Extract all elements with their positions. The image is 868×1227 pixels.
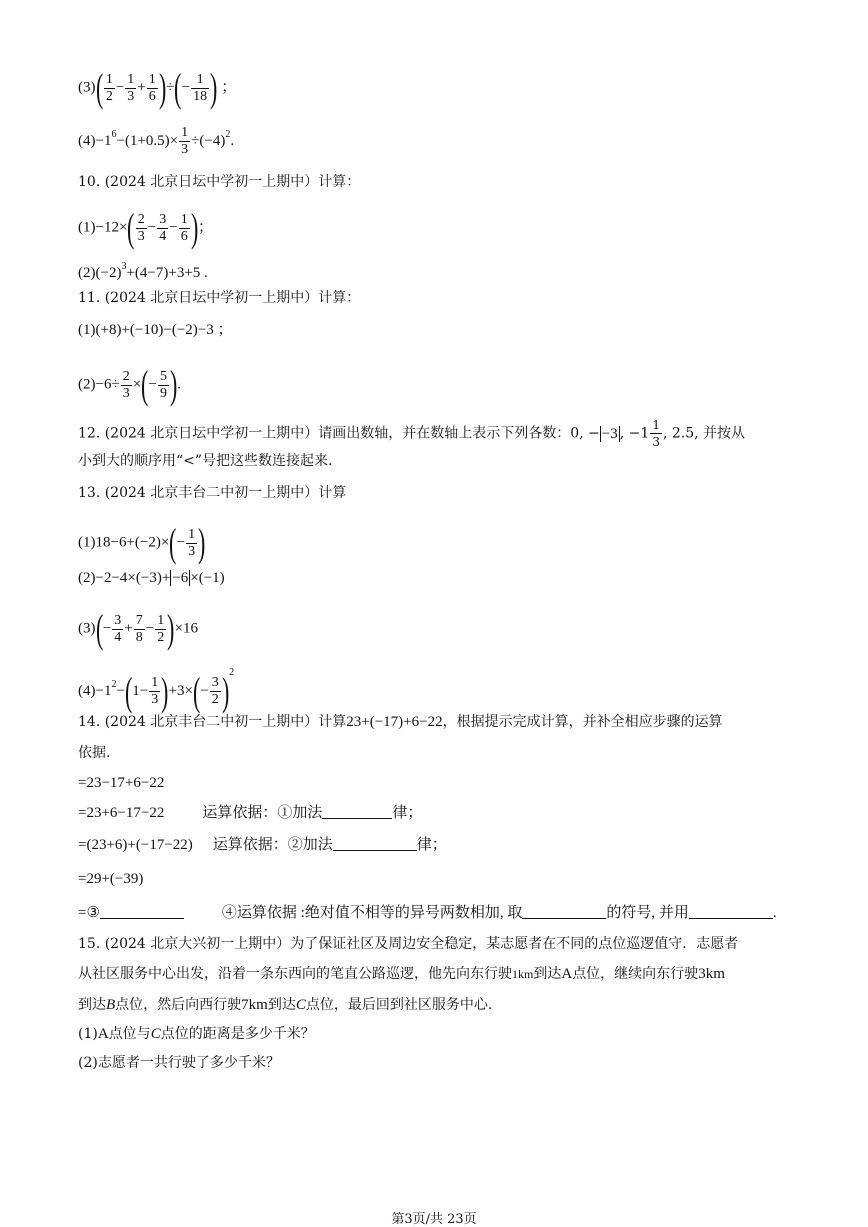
q13-part4: $(4)-1^2-(1-$ $\frac{1}{3}$ )+3×(− $\frac{3}{2}$ )$^2$ [78, 667, 235, 714]
q14-step1: =23−17+6−22 [78, 775, 165, 791]
q14-line1: 14. (2024 北京丰台二中初一上期中）计算23+(−17)+6−22，根据提示完成计算，并补全相应步骤的运算 [78, 714, 723, 730]
q11-part2: (2)−6÷ $\frac{2}{3}$ ×(− $\frac{5}{9}$ ). [78, 362, 182, 407]
fraction: $\frac{1}{3}$ [151, 675, 159, 708]
fraction: $\frac{3}{4}$ [114, 612, 122, 645]
fraction: $\frac{1}{3}$ [127, 71, 135, 104]
q10-part1: (1)−12×( $\frac{2}{3}$ − $\frac{3}{4}$ − $\frac{1}{6}$ )； [78, 205, 214, 250]
fraction: $\frac{2}{3}$ [122, 368, 130, 401]
fraction: $\frac{2}{3}$ [137, 211, 145, 244]
fraction: $\frac{1}{2}$ [105, 71, 113, 104]
fraction: $\frac{3}{4}$ [159, 211, 167, 244]
q13-part3: (3)(− $\frac{3}{4}$ + $\frac{7}{8}$ − $\frac{1}{2}$ )×16 [78, 606, 199, 651]
fraction: $\frac{3}{2}$ [211, 675, 219, 708]
q14-step3: =(23+6)+(−17−22) 运算依据：②加法 律； [78, 837, 447, 853]
q15-line2: 从社区服务中心出发，沿着一条东西向的笔直公路巡逻，他先向东行驶1km到达A点位，继续向东行驶3km [78, 966, 725, 982]
fraction: $\frac{1}{3}$ [181, 125, 189, 158]
fraction: $\frac{5}{9}$ [159, 368, 167, 401]
q13-part1: (1)18−6+(−2)×(− $\frac{1}{3}$ ) [78, 520, 206, 565]
q13-title: 13. (2024 北京丰台二中初一上期中）计算 [78, 485, 347, 501]
q12-line2: 小到大的顺序用“<”号把这些数连接起来. [78, 453, 333, 469]
q11-part1: (1)(+8)+(−10)−(−2)−3 ； [78, 322, 233, 338]
fraction: $\frac{1}{3}$ [652, 418, 660, 449]
q10-title: 10. (2024 北京日坛中学初一上期中）计算： [78, 174, 361, 190]
fraction: $\frac{1}{6}$ [180, 211, 188, 244]
answer-blank-1 [322, 804, 392, 819]
answer-blank-4 [522, 904, 606, 919]
answer-blank-5 [689, 904, 773, 919]
fraction: $\frac{1}{6}$ [148, 71, 156, 104]
q14-step2: =23+6−17−22 运算依据：①加法 律； [78, 805, 423, 821]
answer-blank-2 [333, 836, 417, 851]
q9-part3: (3)( $\frac{1}{2}$ − $\frac{1}{3}$ + $\frac{1}{6}$ )÷(− $\frac{1}{18}$ ) ； [78, 65, 237, 110]
q15-part2: (2)志愿者一共行驶了多少千米？ [78, 1055, 280, 1071]
page-footer: 第3页/共 23页 [391, 1212, 477, 1227]
fraction: $\frac{1}{3}$ [188, 526, 196, 559]
q9-part4: $(4)-1^6-(1+0.5)\times$ $\frac{1}{3}$ $\div(-4)^2$. [78, 125, 235, 158]
q13-part2: (2)−2−4×(−3)+ −6 ×(−1) [78, 570, 225, 586]
q11-title: 11. (2024 北京日坛中学初一上期中）计算： [78, 290, 361, 306]
q15-line1: 15. (2024 北京大兴初一上期中）为了保证社区及周边安全稳定，某志愿者在不同的点位巡逻值守．志愿者 [78, 936, 739, 952]
fraction: $\frac{1}{2}$ [157, 612, 165, 645]
q14-step5: =③ ④运算依据 :绝对值不相等的异号两数相加, 取 的符号, 并用 . [78, 905, 777, 921]
answer-blank-3 [100, 904, 184, 919]
q14-step4: =29+(−39) [78, 871, 144, 887]
fraction: $\frac{1}{18}$ [193, 71, 208, 104]
q15-line3: 到达B点位，然后向西行驶7km到达C点位，最后回到社区服务中心. [78, 997, 493, 1013]
fraction: $\frac{7}{8}$ [135, 612, 143, 645]
q14-line2: 依据. [78, 745, 111, 761]
q15-part1: (1)A点位与C点位的距离是多少千米？ [78, 1026, 315, 1042]
q12-line1: 12. (2024 北京日坛中学初一上期中）请画出数轴，并在数轴上表示下列各数：0, − −3 , −1 $\frac{1}{3}$ , 2.5, 并按从 [78, 418, 746, 449]
q10-part2: $(2)(-2)^3+(4-7)+3+5$ . [78, 261, 208, 281]
